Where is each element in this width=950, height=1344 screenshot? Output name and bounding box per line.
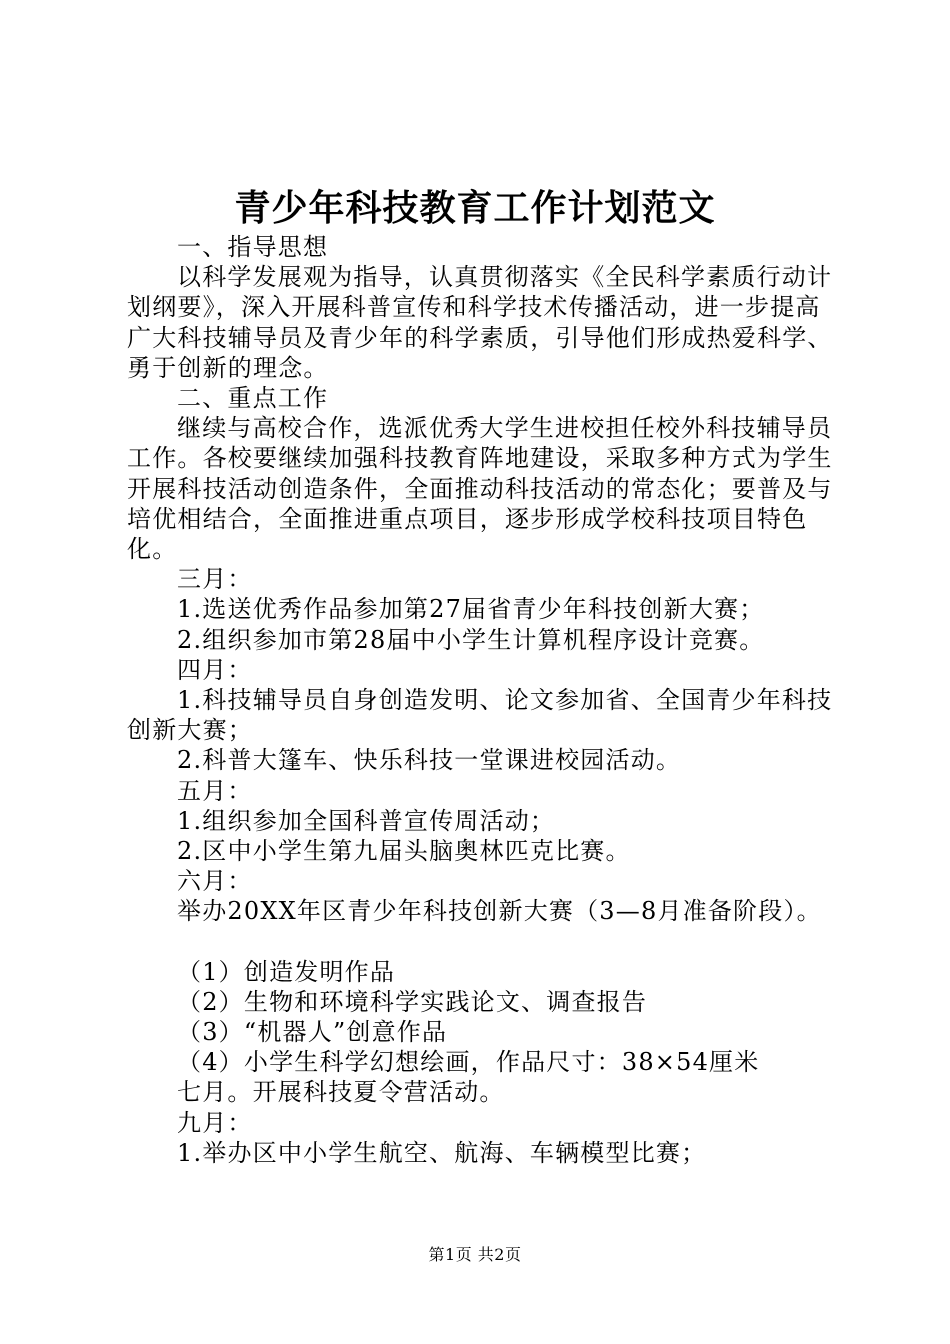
- list-item: （4）小学生科学幻想绘画，作品尺寸：38×54厘米: [177, 1048, 760, 1077]
- month-heading-may: 五月：: [177, 776, 253, 805]
- month-heading-june: 六月：: [177, 867, 253, 896]
- list-item: （3）“机器人”创意作品: [177, 1018, 448, 1047]
- month-heading-july: 七月。开展科技夏令营活动。: [177, 1078, 505, 1107]
- month-heading-march: 三月：: [177, 565, 253, 594]
- paragraph-guiding-ideology: 以科学发展观为指导，认真贯彻落实《全民科学素质行动计划纲要》，深入开展科普宣传和科学技术传播活动，进一步提高广大科技辅导员及青少年的科学素质，引导他们形成热爱科学、勇于创新的理念。: [127, 263, 833, 382]
- section-heading-key-work: 二、重点工作: [177, 384, 329, 413]
- list-item: 2.科普大篷车、快乐科技一堂课进校园活动。: [177, 746, 682, 775]
- list-item: 2.区中小学生第九届头脑奥林匹克比赛。: [177, 837, 631, 866]
- document-title: 青少年科技教育工作计划范文: [234, 187, 716, 229]
- month-heading-april: 四月：: [177, 655, 253, 684]
- list-item: 举办20XX年区青少年科技创新大赛（3—8月准备阶段）。: [177, 897, 822, 926]
- document-body: [127, 232, 833, 1168]
- section-heading-guiding-ideology: 一、指导思想: [177, 233, 329, 261]
- list-item: 1.科技辅导员自身创造发明、论文参加省、全国青少年科技创新大赛；: [127, 686, 833, 745]
- blank-line: [127, 927, 833, 957]
- list-item: （2）生物和环境科学实践论文、调查报告: [177, 987, 648, 1016]
- list-item: 2.组织参加市第28届中小学生计算机程序设计竞赛。: [177, 625, 765, 654]
- month-heading-september: 九月：: [177, 1108, 253, 1137]
- list-item: （1）创造发明作品: [177, 957, 396, 986]
- page-indicator: 第1页 共2页: [428, 1245, 522, 1264]
- list-item: 1.组织参加全国科普宣传周活动；: [177, 806, 556, 835]
- list-item: 1.选送优秀作品参加第27届省青少年科技创新大赛；: [177, 595, 765, 624]
- paragraph-key-work: 继续与高校合作，选派优秀大学生进校担任校外科技辅导员工作。各校要继续加强科技教育阵地建设，采取多种方式为学生开展科技活动创造条件，全面推动科技活动的常态化；要普及与培优相结合，全面推进重点项目，逐步形成学校科技项目特色化。: [127, 414, 833, 564]
- list-item: 1.举办区中小学生航空、航海、车辆模型比赛；: [177, 1138, 707, 1167]
